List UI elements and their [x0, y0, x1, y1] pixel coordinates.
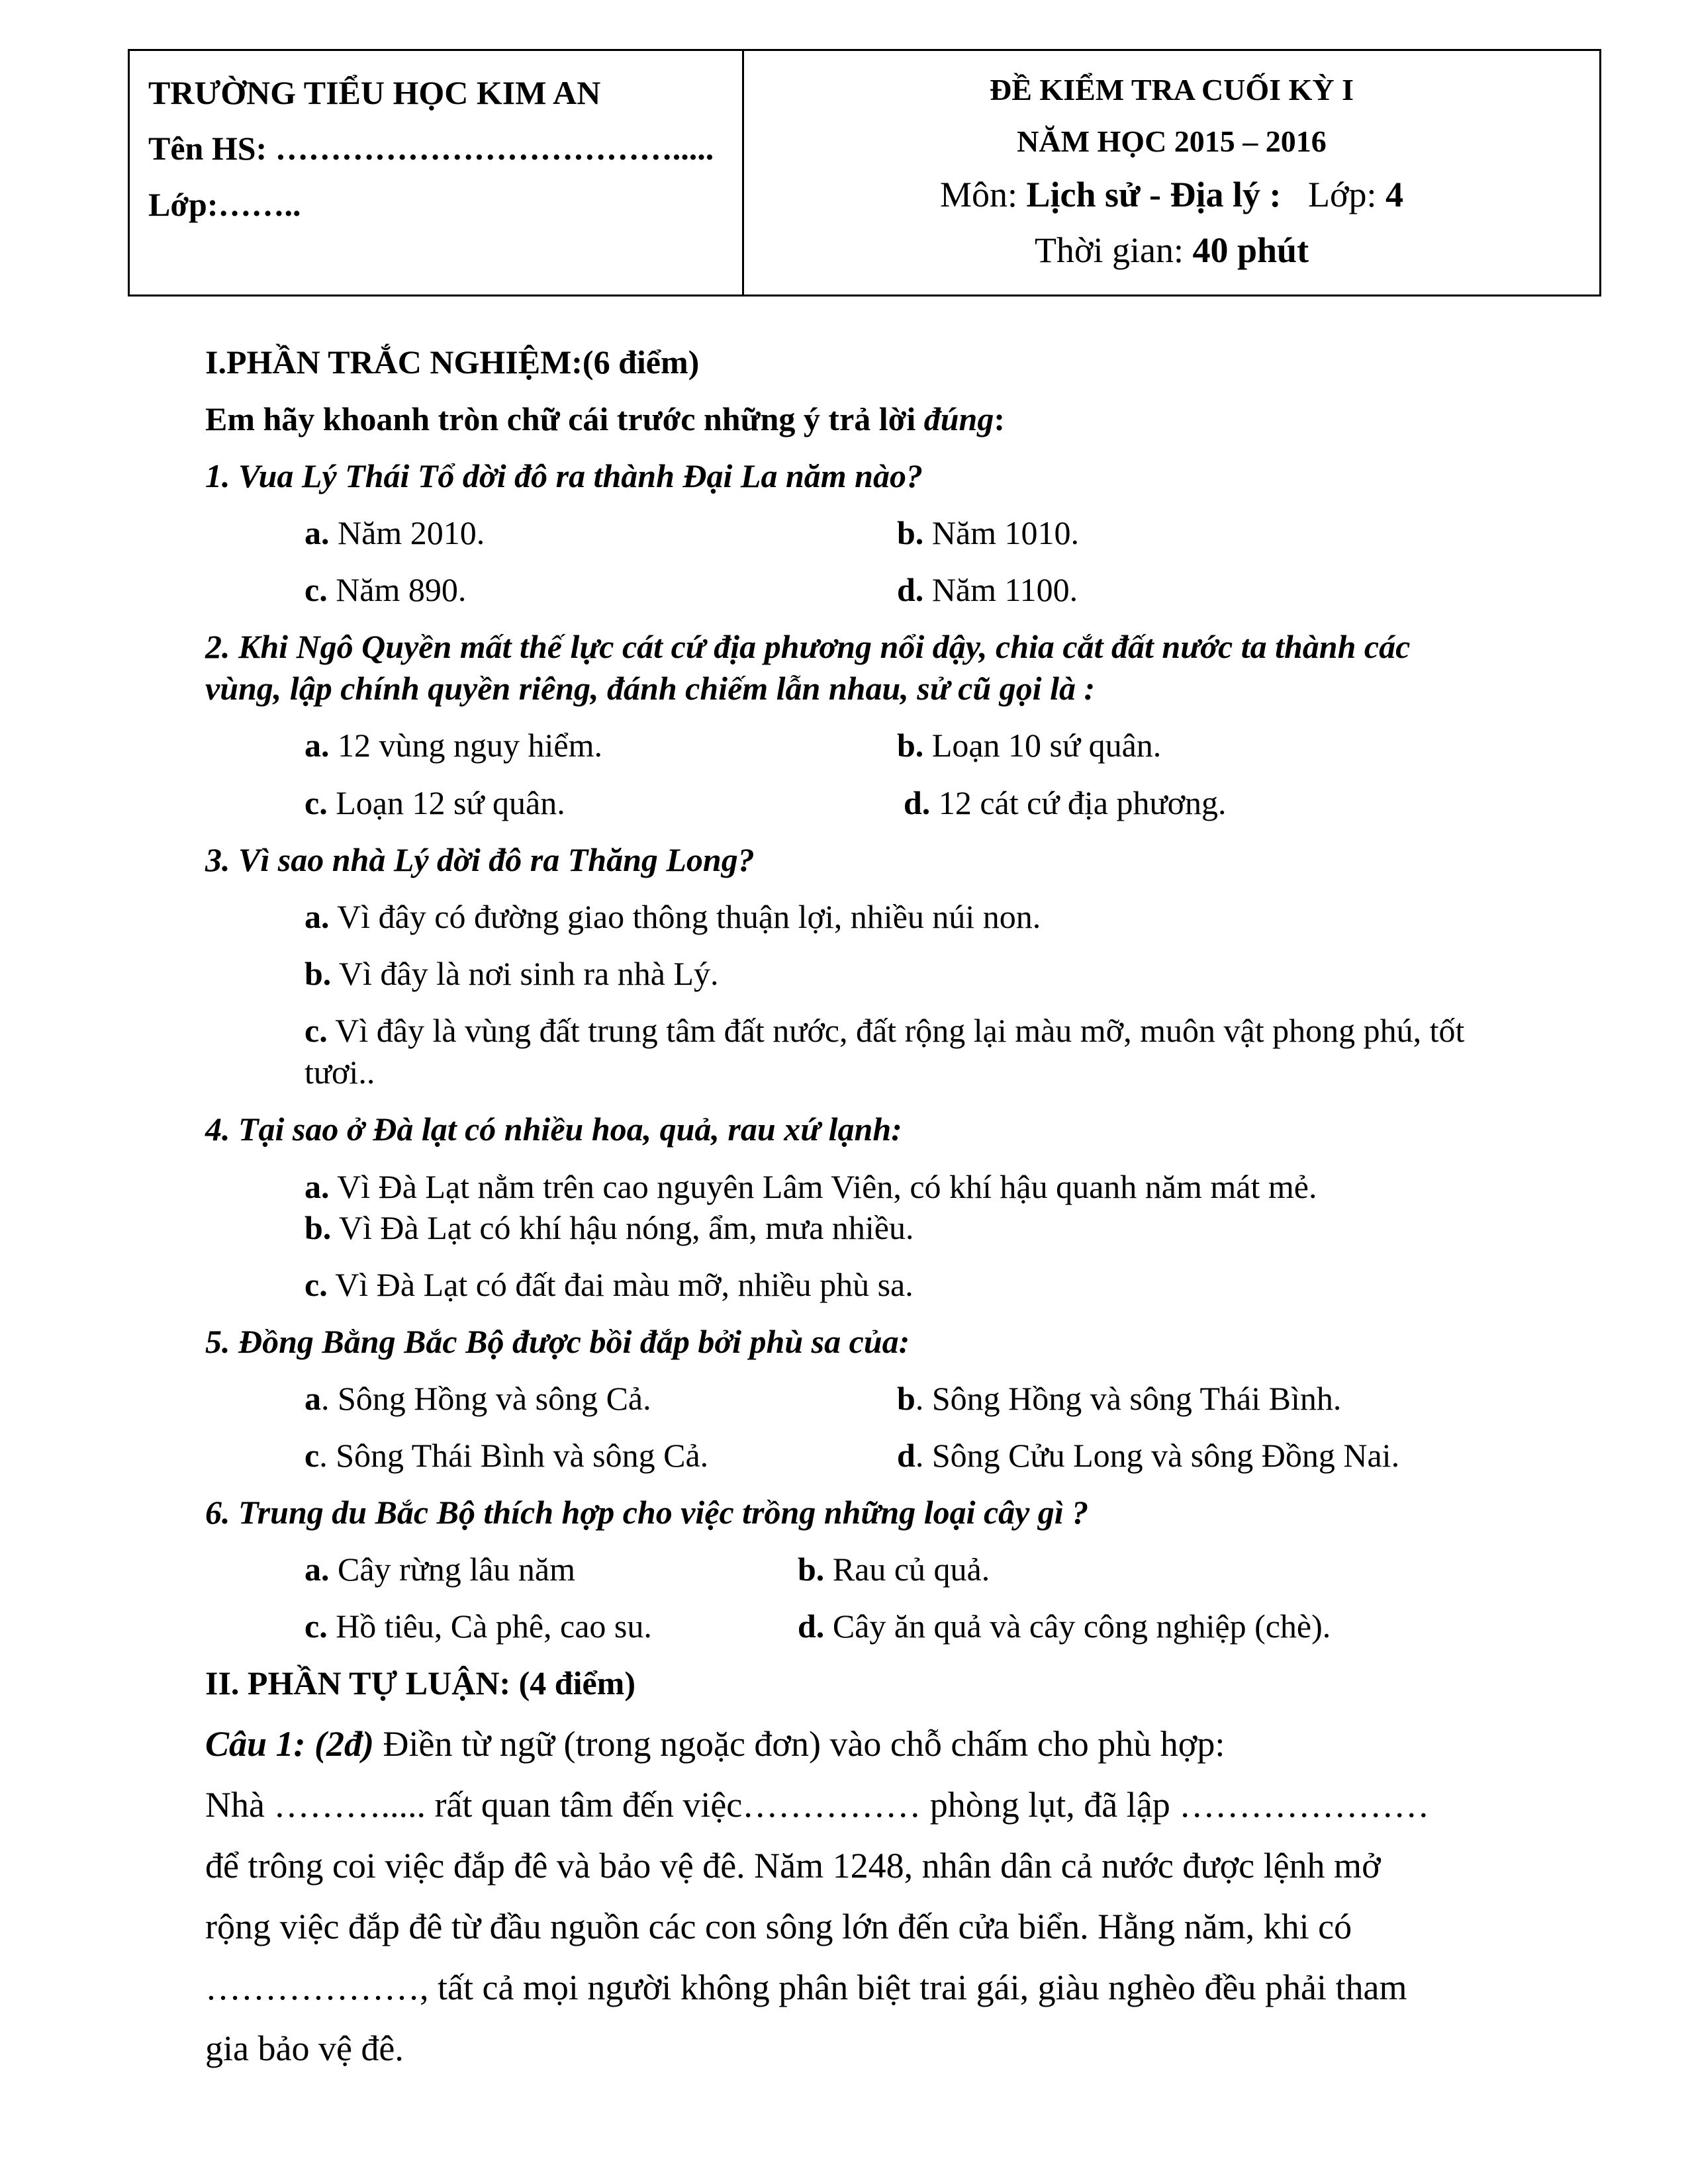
part2-title: II. PHẦN TỰ LUẬN: (4 điểm)	[205, 1664, 635, 1702]
q6-option-d[interactable]: d. Cây ăn quả và cây công nghiệp (chè).	[798, 1608, 1331, 1645]
q3-option-b[interactable]: b. Vì đây là nơi sinh ra nhà Lý.	[305, 955, 719, 992]
student-info-cell	[130, 51, 744, 295]
exam-title: ĐỀ KIỂM TRA CUỐI KỲ I	[990, 73, 1354, 107]
q3-option-c[interactable]: c. Vì đây là vùng đất trung tâm đất nước, đất rộng lại màu mỡ, muôn vật phong phú, tốt	[305, 1012, 1465, 1049]
q4-option-b[interactable]: b. Vì Đà Lạt có khí hậu nóng, ẩm, mưa nhiều.	[305, 1209, 914, 1246]
fill-in-line-4[interactable]: ………………, tất cả mọi người không phân biệt trai gái, giàu nghèo đều phải tham	[205, 1968, 1407, 2007]
question-6: 6. Trung du Bắc Bộ thích hợp cho việc trồng những loại cây gì ?	[205, 1494, 1089, 1531]
q6-option-b[interactable]: b. Rau củ quả.	[798, 1551, 990, 1588]
q5-option-a[interactable]: a. Sông Hồng và sông Cả.	[305, 1380, 651, 1417]
q3-option-a[interactable]: a. Vì đây có đường giao thông thuận lợi, nhiều núi non.	[305, 898, 1041, 935]
time-line: Thời gian: 40 phút	[1034, 230, 1309, 270]
q6-option-a[interactable]: a. Cây rừng lâu năm	[305, 1551, 575, 1588]
subject-name: Lịch sử - Địa lý :	[1026, 175, 1282, 214]
question-1: 1. Vua Lý Thái Tổ dời đô ra thành Đại La năm nào?	[205, 457, 923, 494]
q2-option-c[interactable]: c. Loạn 12 sứ quân.	[305, 784, 565, 821]
q2-option-b[interactable]: b. Loạn 10 sứ quân.	[897, 727, 1162, 764]
q2-option-d[interactable]: d. 12 cát cứ địa phương.	[904, 784, 1227, 821]
question-5: 5. Đồng Bằng Bắc Bộ được bồi đắp bởi phù sa của:	[205, 1323, 910, 1360]
question-2-line1: 2. Khi Ngô Quyền mất thế lực cát cứ địa phương nổi dậy, chia cắt đất nước ta thành các	[205, 628, 1411, 665]
question-2-line2: vùng, lập chính quyền riêng, đánh chiếm lẫn nhau, sử cũ gọi là :	[205, 670, 1096, 707]
fill-in-line-1[interactable]: Nhà ………..... rất quan tâm đến việc…………… phòng lụt, đã lập …………………	[205, 1785, 1430, 1825]
grade: 4	[1385, 175, 1403, 214]
question-3: 3. Vì sao nhà Lý dời đô ra Thăng Long?	[205, 841, 755, 878]
q3-option-c-cont: tươi..	[305, 1054, 375, 1091]
fill-in-line-2: để trông coi việc đắp đê và bảo vệ đê. Năm 1248, nhân dân cả nước được lệnh mở	[205, 1846, 1381, 1886]
school-name: TRƯỜNG TIỂU HỌC KIM AN	[148, 74, 601, 111]
q5-option-b[interactable]: b. Sông Hồng và sông Thái Bình.	[897, 1380, 1342, 1417]
q5-option-c[interactable]: c. Sông Thái Bình và sông Cả.	[305, 1437, 709, 1474]
part1-instruction: Em hãy khoanh tròn chữ cái trước những ý trả lời đúng:	[205, 400, 1006, 437]
q1-option-c[interactable]: c. Năm 890.	[305, 571, 467, 608]
part2-question-1: Câu 1: (2đ) Điền từ ngữ (trong ngoặc đơn) vào chỗ chấm cho phù hợp:	[205, 1724, 1225, 1764]
school-year: NĂM HỌC 2015 – 2016	[1017, 124, 1327, 158]
class-field: Lớp:……..	[148, 186, 301, 223]
subject-line: Môn: Lịch sử - Địa lý : Lớp: 4	[940, 175, 1403, 214]
q2-option-a[interactable]: a. 12 vùng nguy hiểm.	[305, 727, 602, 764]
q6-option-c[interactable]: c. Hồ tiêu, Cà phê, cao su.	[305, 1608, 652, 1645]
q1-option-d[interactable]: d. Năm 1100.	[897, 571, 1078, 608]
q5-option-d[interactable]: d. Sông Cửu Long và sông Đồng Nai.	[897, 1437, 1400, 1474]
q1-option-b[interactable]: b. Năm 1010.	[897, 514, 1080, 551]
q1-label: Câu 1: (2đ)	[205, 1724, 374, 1764]
q4-option-c[interactable]: c. Vì Đà Lạt có đất đai màu mỡ, nhiều phù sa.	[305, 1266, 914, 1303]
q1-option-a[interactable]: a. Năm 2010.	[305, 514, 485, 551]
fill-in-line-3: rộng việc đắp đê từ đầu nguồn các con sông lớn đến cửa biển. Hằng năm, khi có	[205, 1907, 1352, 1946]
exam-header	[128, 49, 1601, 296]
exam-info-cell	[744, 51, 1599, 295]
fill-in-line-5: gia bảo vệ đê.	[205, 2028, 404, 2068]
exam-time: 40 phút	[1192, 230, 1309, 270]
question-4: 4. Tại sao ở Đà lạt có nhiều hoa, quả, rau xứ lạnh:	[205, 1111, 902, 1148]
q4-option-a[interactable]: a. Vì Đà Lạt nằm trên cao nguyên Lâm Viên, có khí hậu quanh năm mát mẻ.	[305, 1168, 1317, 1205]
part1-title: I.PHẦN TRẮC NGHIỆM:(6 điểm)	[205, 343, 700, 381]
student-name-field: Tên HS: ……………………………….....	[148, 130, 714, 167]
